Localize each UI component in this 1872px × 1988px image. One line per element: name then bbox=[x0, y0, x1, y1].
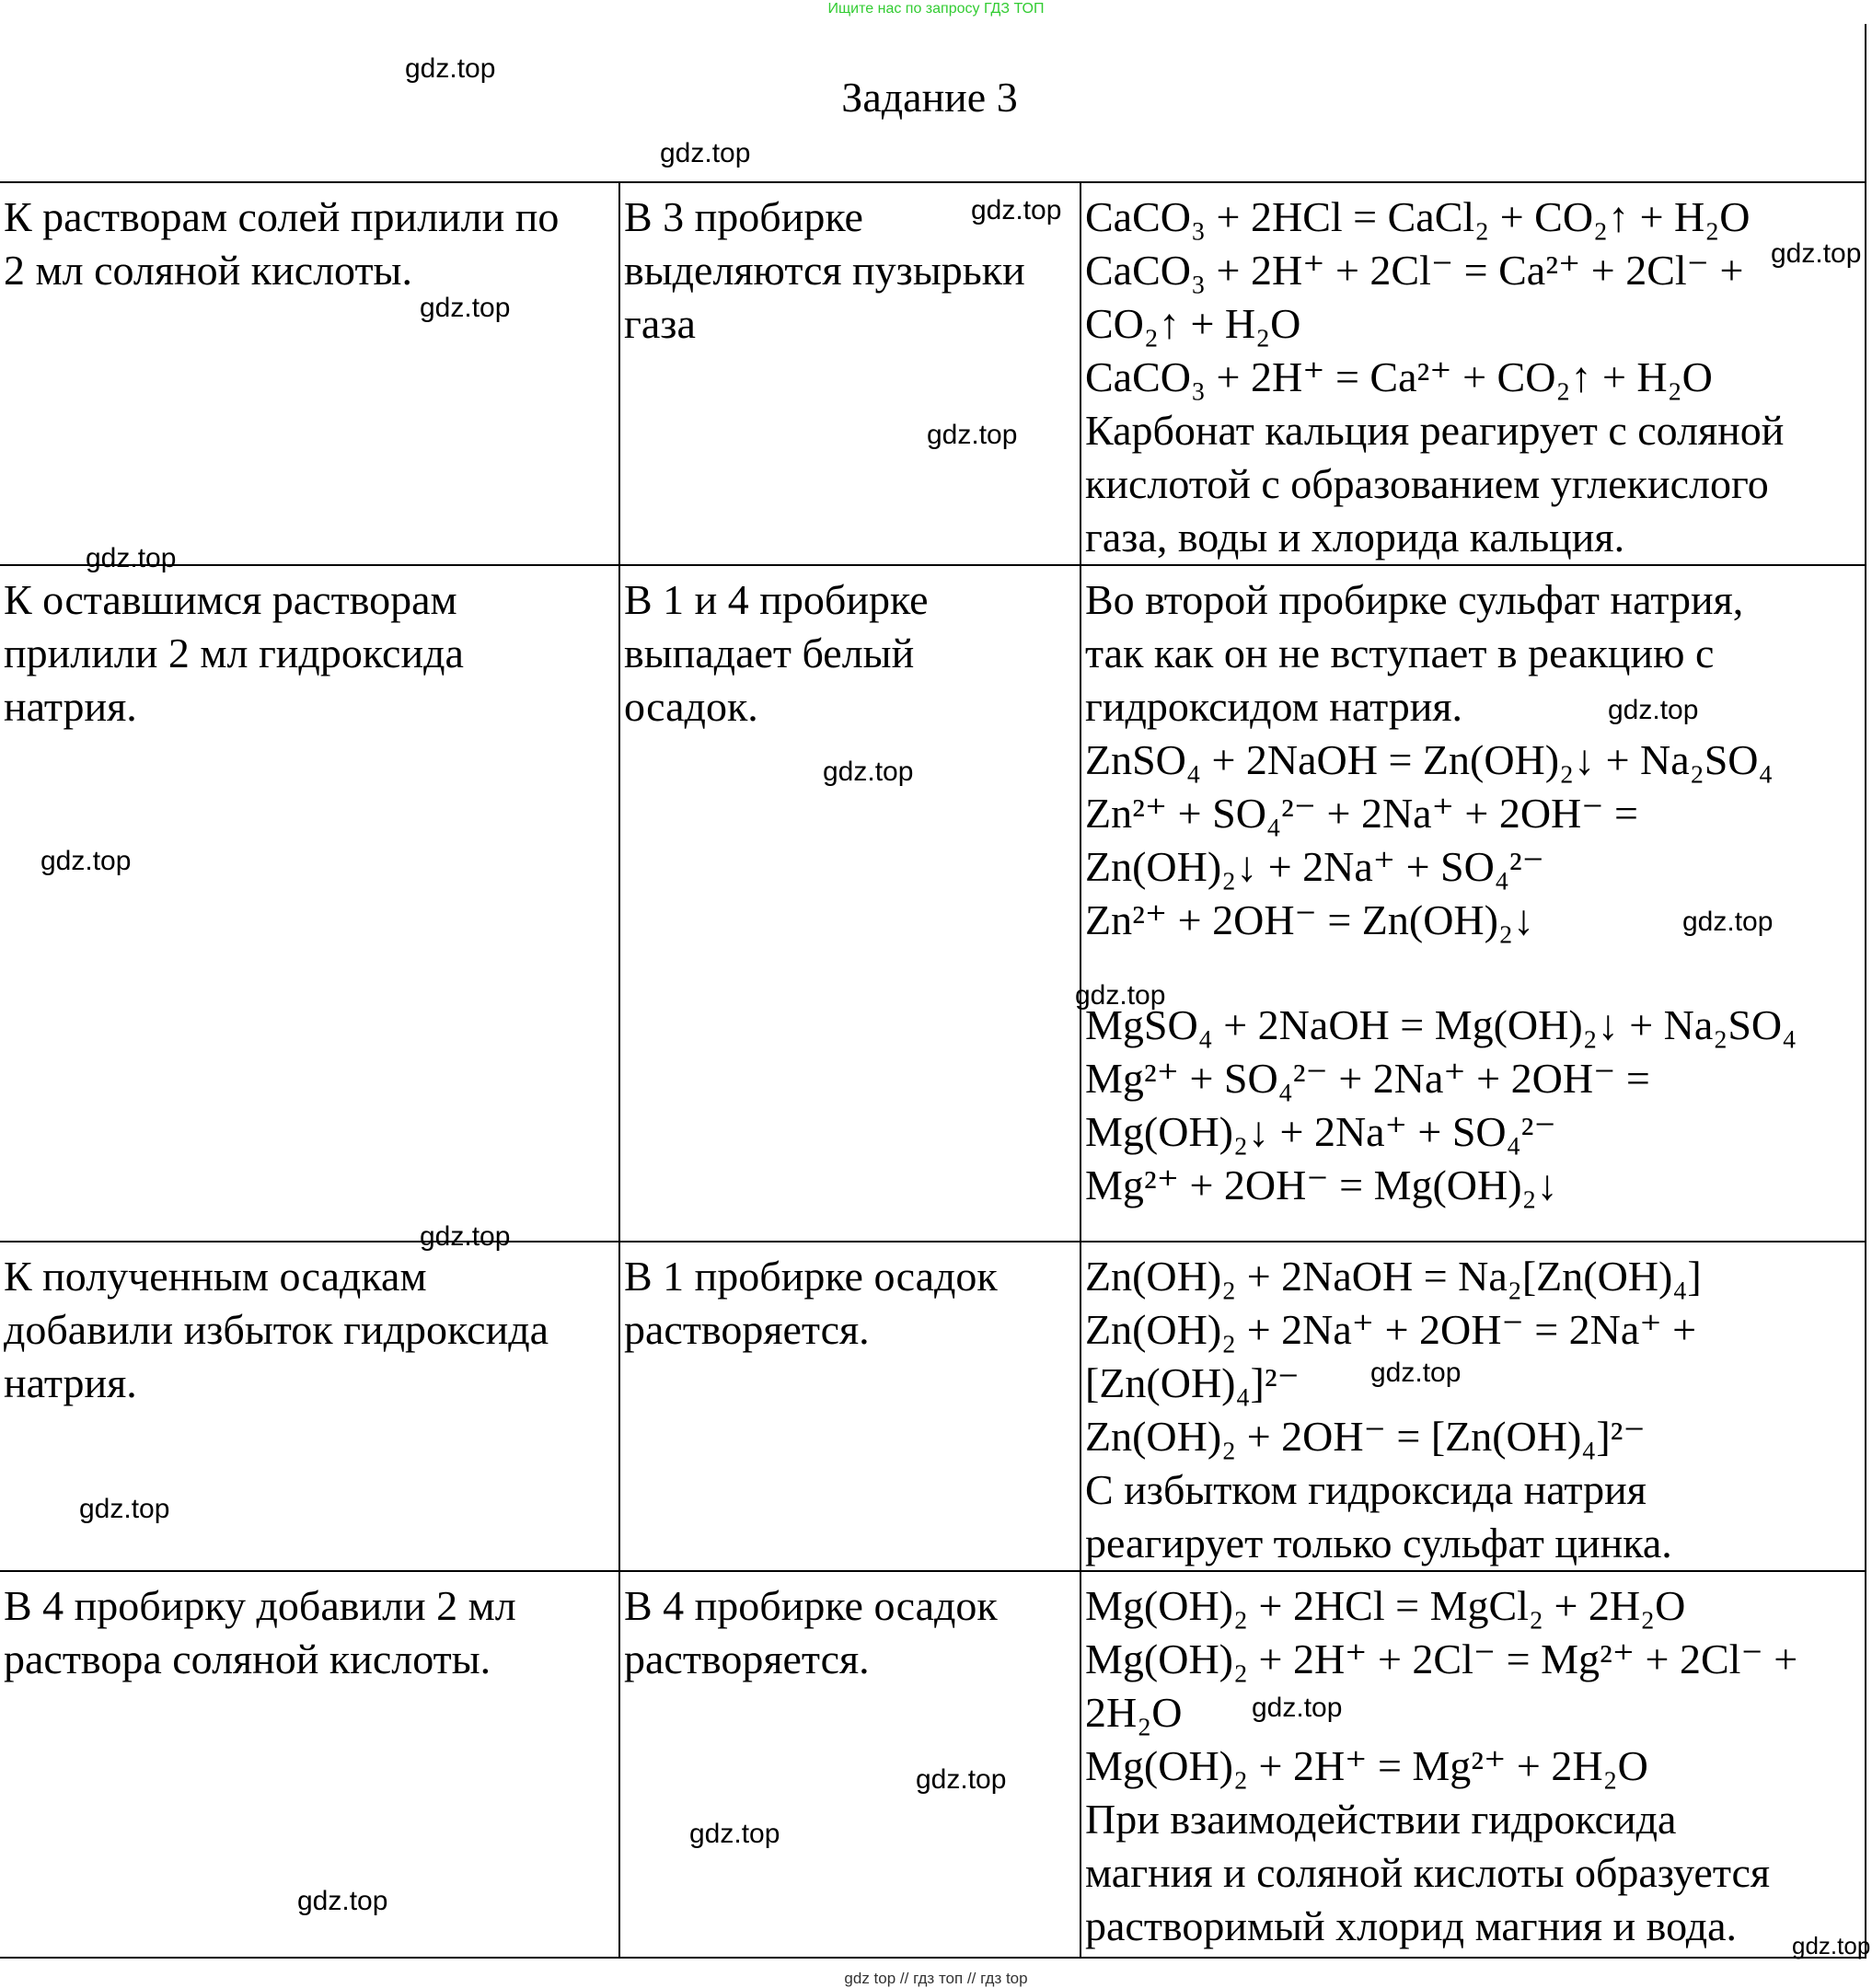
observation-line: растворяется. bbox=[624, 1635, 870, 1682]
conclusion-line: реагирует только сульфат цинка. bbox=[1085, 1520, 1672, 1566]
conclusion-line: При взаимодействии гидроксида bbox=[1085, 1796, 1677, 1843]
equation-line: Mg(OH)₂↓ + 2Na⁺ + SO₄²⁻ bbox=[1085, 1108, 1556, 1155]
equation-line: ZnSO₄ + 2NaOH = Zn(OH)₂↓ + Na₂SO₄ bbox=[1085, 736, 1774, 783]
action-line: К полученным осадкам bbox=[4, 1253, 427, 1300]
watermark: gdz.top bbox=[1370, 1358, 1462, 1388]
observation-cell bbox=[619, 1242, 1080, 1571]
watermark: gdz.top bbox=[420, 293, 511, 323]
top-banner: Ищите нас по запросу ГДЗ ТОП bbox=[827, 1, 1045, 17]
observation-line: выделяются пузырьки bbox=[624, 247, 1025, 294]
action-line: прилили 2 мл гидроксида bbox=[4, 630, 464, 676]
conclusion-cell bbox=[1080, 565, 1866, 1242]
conclusion-line: Карбонат кальция реагирует с соляной bbox=[1085, 407, 1785, 454]
equation-line: Zn(OH)₂ + 2Na⁺ + 2OH⁻ = 2Na⁺ + bbox=[1085, 1306, 1697, 1353]
conclusion-line: магния и соляной кислоты образуется bbox=[1085, 1849, 1771, 1896]
observation-line: выпадает белый bbox=[624, 630, 915, 676]
action-cell bbox=[0, 182, 619, 565]
equation-line: CaCO₃ + 2HCl = CaCl₂ + CO₂↑ + H₂O bbox=[1085, 193, 1751, 240]
footer-text: gdz top // гдз топ // гдз top bbox=[844, 1970, 1028, 1987]
watermark: gdz.top bbox=[86, 543, 177, 573]
equation-line: 2H₂O bbox=[1085, 1689, 1183, 1736]
watermark: gdz.top bbox=[297, 1886, 388, 1916]
table-row bbox=[0, 182, 1866, 565]
observation-line: В 3 пробирке bbox=[624, 193, 863, 240]
action-line: 2 мл соляной кислоты. bbox=[4, 247, 412, 294]
table-row bbox=[0, 1242, 1866, 1571]
equation-line: Zn(OH)₂ + 2NaOH = Na₂[Zn(OH)₄] bbox=[1085, 1253, 1702, 1300]
action-line: К растворам солей прилили по bbox=[4, 193, 560, 240]
equation-line: Mg²⁺ + 2OH⁻ = Mg(OH)₂↓ bbox=[1085, 1162, 1558, 1208]
observation-line: В 4 пробирке осадок bbox=[624, 1582, 998, 1629]
watermark: gdz.top bbox=[660, 138, 751, 168]
equation-line: Mg(OH)₂ + 2HCl = MgCl₂ + 2H₂O bbox=[1085, 1582, 1686, 1629]
conclusion-line: С избытком гидроксида натрия bbox=[1085, 1466, 1647, 1513]
watermark: gdz.top bbox=[1682, 907, 1774, 937]
observation-line: В 1 и 4 пробирке bbox=[624, 576, 929, 623]
watermark: gdz.top bbox=[1608, 695, 1699, 725]
watermark: gdz.top bbox=[1792, 1932, 1871, 1959]
equation-line: Zn(OH)₂ + 2OH⁻ = [Zn(OH)₄]²⁻ bbox=[1085, 1413, 1646, 1460]
conclusion-line: газа, воды и хлорида кальция. bbox=[1085, 514, 1625, 561]
action-line: В 4 пробирку добавили 2 мл bbox=[4, 1582, 516, 1629]
watermark: gdz.top bbox=[79, 1494, 170, 1524]
observation-cell bbox=[619, 565, 1080, 1242]
equation-line: Zn(OH)₂↓ + 2Na⁺ + SO₄²⁻ bbox=[1085, 843, 1544, 890]
watermark: gdz.top bbox=[40, 846, 132, 876]
watermark: gdz.top bbox=[1075, 980, 1166, 1011]
equation-line: Mg²⁺ + SO₄²⁻ + 2Na⁺ + 2OH⁻ = bbox=[1085, 1055, 1650, 1102]
equation-line: CaCO₃ + 2H⁺ + 2Cl⁻ = Ca²⁺ + 2Cl⁻ + bbox=[1085, 247, 1744, 294]
observation-cell bbox=[619, 1571, 1080, 1958]
conclusion-cell bbox=[1080, 182, 1866, 565]
equation-line: Mg(OH)₂ + 2H⁺ = Mg²⁺ + 2H₂O bbox=[1085, 1742, 1648, 1789]
page-right-rule bbox=[1865, 24, 1866, 199]
conclusion-line: кислотой с образованием углекислого bbox=[1085, 460, 1769, 507]
action-line: К оставшимся растворам bbox=[4, 576, 457, 623]
equation-line: CaCO₃ + 2H⁺ = Ca²⁺ + CO₂↑ + H₂O bbox=[1085, 353, 1713, 400]
action-line: натрия. bbox=[4, 1359, 137, 1406]
watermark: gdz.top bbox=[1252, 1693, 1343, 1723]
conclusion-line: Во второй пробирке сульфат натрия, bbox=[1085, 576, 1744, 623]
equation-line: Mg(OH)₂ + 2H⁺ + 2Cl⁻ = Mg²⁺ + 2Cl⁻ + bbox=[1085, 1635, 1798, 1682]
table-row bbox=[0, 565, 1866, 1242]
watermark: gdz.top bbox=[420, 1221, 511, 1252]
observation-line: газа bbox=[624, 300, 696, 347]
equation-line: MgSO₄ + 2NaOH = Mg(OH)₂↓ + Na₂SO₄ bbox=[1085, 1001, 1797, 1048]
action-line: добавили избыток гидроксида bbox=[4, 1306, 549, 1353]
watermark: gdz.top bbox=[823, 757, 914, 787]
equation-line: [Zn(OH)₄]²⁻ bbox=[1085, 1359, 1300, 1406]
action-line: раствора соляной кислоты. bbox=[4, 1635, 491, 1682]
watermark: gdz.top bbox=[1771, 238, 1862, 269]
observation-line: В 1 пробирке осадок bbox=[624, 1253, 998, 1300]
conclusion-line: растворимый хлорид магния и вода. bbox=[1085, 1902, 1738, 1949]
action-line: натрия. bbox=[4, 683, 137, 730]
equation-line: Zn²⁺ + SO₄²⁻ + 2Na⁺ + 2OH⁻ = bbox=[1085, 790, 1638, 837]
watermark: gdz.top bbox=[689, 1819, 780, 1849]
observation-cell bbox=[619, 182, 1080, 565]
conclusion-line: гидроксидом натрия. bbox=[1085, 683, 1463, 730]
watermark: gdz.top bbox=[405, 53, 496, 84]
observation-line: осадок. bbox=[624, 683, 758, 730]
watermark: gdz.top bbox=[916, 1764, 1007, 1795]
action-cell bbox=[0, 565, 619, 1242]
watermark: gdz.top bbox=[927, 420, 1018, 450]
conclusion-cell bbox=[1080, 1571, 1866, 1958]
page-title: Задание 3 bbox=[841, 74, 1018, 121]
observation-line: растворяется. bbox=[624, 1306, 870, 1353]
equation-line: Zn²⁺ + 2OH⁻ = Zn(OH)₂↓ bbox=[1085, 896, 1534, 943]
spacer-line bbox=[1085, 947, 1861, 999]
watermark: gdz.top bbox=[971, 195, 1062, 225]
conclusion-cell bbox=[1080, 1242, 1866, 1571]
equation-line: CO₂↑ + H₂O bbox=[1085, 300, 1301, 347]
conclusion-line: так как он не вступает в реакцию с bbox=[1085, 630, 1715, 676]
